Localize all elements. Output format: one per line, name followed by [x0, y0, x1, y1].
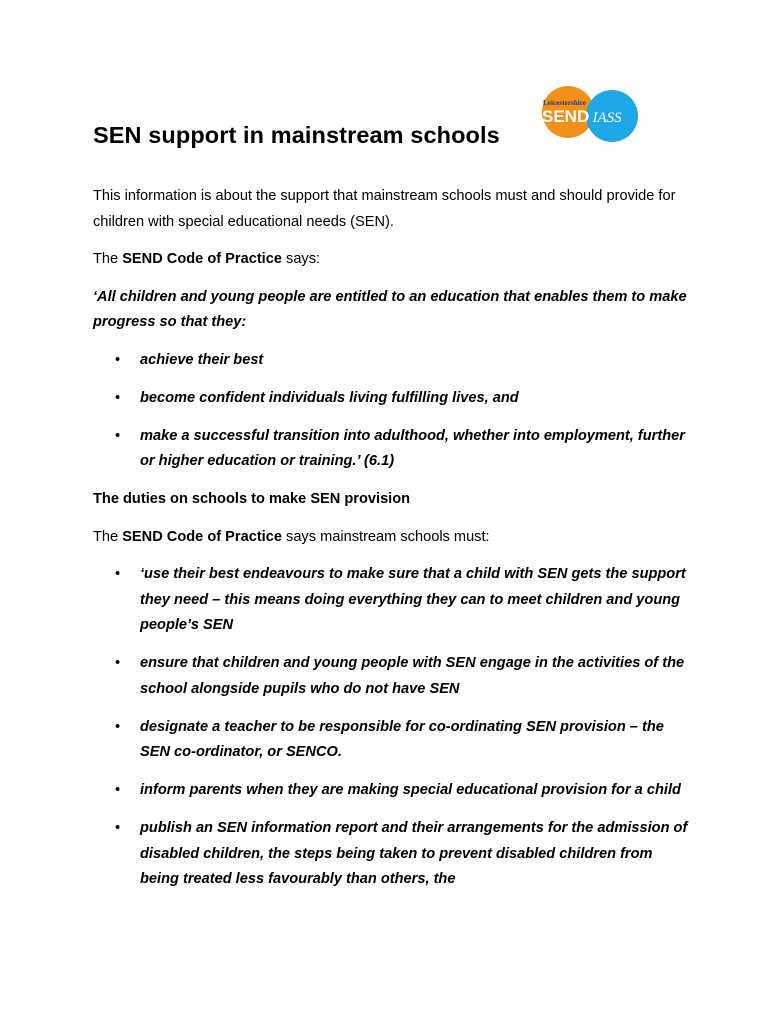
document-title: SEN support in mainstream schools [93, 122, 500, 148]
list-item-text: ‘use their best endeavours to make sure that a child with SEN gets the support they need – this means doing everything they can to meet children and young people’s SEN [140, 566, 686, 633]
code-line-2-bold: SEND Code of Practice [122, 528, 282, 545]
bullet-icon: • [115, 389, 121, 406]
code-of-practice-line-1 [93, 247, 693, 273]
logo-iass-text: IASS [592, 110, 622, 126]
bullet-icon: • [115, 782, 121, 798]
quote-lead: ‘All children and young people are entitled to an education that enables them to make progress so that they: [93, 288, 687, 330]
list-item [93, 562, 693, 639]
list-item [93, 816, 693, 893]
code-line-1-post: says: [281, 251, 321, 267]
intro-paragraph: This information is about the support that mainstream schools must and should provide for children with special educational needs (SEN). [93, 188, 676, 230]
logo-small-text: Leicestershire [543, 99, 586, 107]
list-item [93, 386, 693, 412]
list-item-text: make a successful transition into adulthood, whether into employment, further or higher education or training.’ (6.1) [140, 427, 685, 469]
bullet-icon: • [115, 820, 121, 836]
bullet-icon: • [115, 655, 121, 671]
list-item [93, 778, 693, 804]
bullet-icon: • [115, 427, 121, 444]
list-item-text: ensure that children and young people with SEN engage in the activities of the school alongside pupils who do not have SEN [140, 655, 685, 697]
quote-bullet-list [93, 348, 693, 475]
code-of-practice-line-2 [93, 525, 693, 551]
logo-send-text: SEND [542, 107, 590, 126]
list-item [93, 348, 693, 374]
list-item [93, 651, 693, 702]
section-subheading: The duties on schools to make SEN provision [93, 491, 411, 507]
bullet-icon: • [115, 351, 121, 368]
list-item-text: achieve their best [140, 351, 264, 368]
duty-bullet-list [93, 562, 693, 893]
list-item-text: designate a teacher to be responsible for co-ordinating SEN provision – the SEN co-ordinator, or SENCO. [140, 718, 664, 760]
code-line-2-post: says mainstream schools must: [281, 528, 490, 545]
code-line-1-bold: SEND Code of Practice [122, 251, 282, 267]
code-line-1-pre: The [93, 251, 123, 267]
list-item [93, 424, 693, 475]
list-item-text: inform parents when they are making special educational provision for a child [140, 782, 681, 798]
list-item-text: publish an SEN information report and their arrangements for the admission of disabled children, the steps being taken to prevent disabled children from being treated less favourably than others, the [140, 820, 688, 887]
document-body [93, 184, 693, 905]
list-item [93, 715, 693, 766]
sendiass-logo [538, 84, 638, 148]
list-item-text: become confident individuals living fulfilling lives, and [140, 389, 519, 406]
bullet-icon: • [115, 718, 121, 735]
code-line-2-pre: The [93, 528, 123, 545]
bullet-icon: • [115, 566, 121, 582]
